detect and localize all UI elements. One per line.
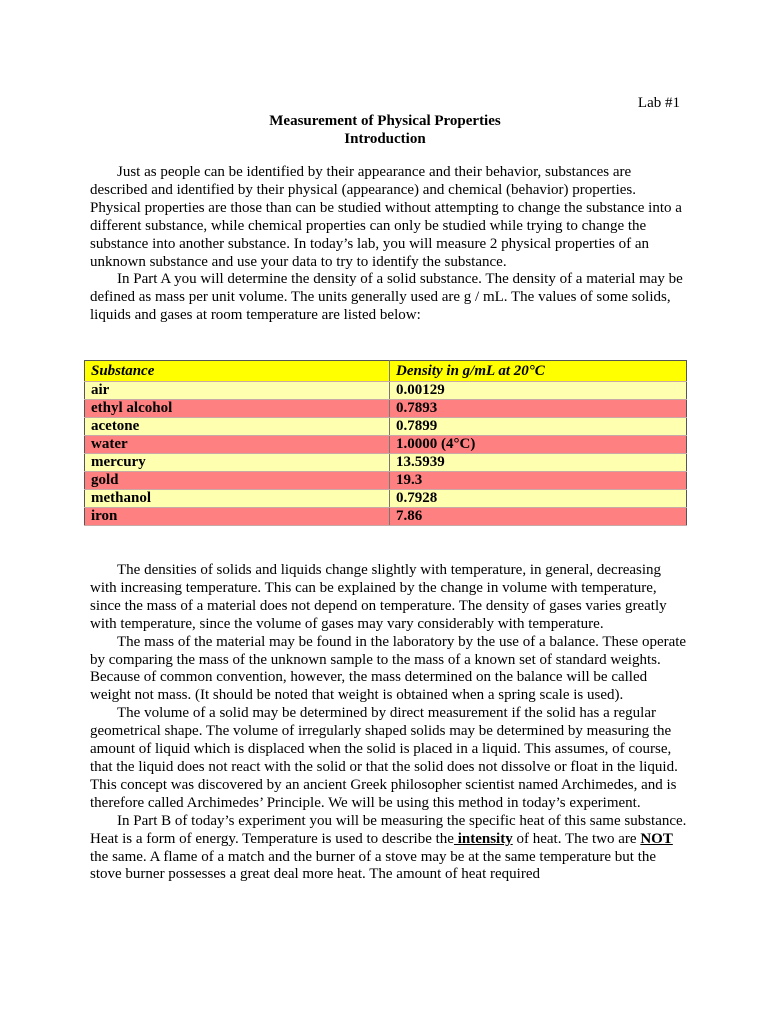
cell-density: 1.0000 (4°C) bbox=[390, 436, 687, 454]
page-title: Measurement of Physical Properties bbox=[269, 113, 501, 129]
emphasis-intensity: intensity bbox=[453, 830, 513, 847]
cell-density: 0.7899 bbox=[390, 418, 687, 436]
density-table bbox=[84, 360, 687, 526]
cell-substance: methanol bbox=[85, 490, 390, 508]
table-row bbox=[85, 382, 687, 400]
cell-density: 0.7893 bbox=[390, 400, 687, 418]
table-row bbox=[85, 418, 687, 436]
body-paragraph: The mass of the material may be found in the laboratory by the use of a balance. These operate by comparing the mass of the unknown sample to the mass of a known set of standard weights. Because of common convention, however, the mass determined on the balance will be called weight not mass. (It should be noted that weight is obtained when a spring scale is used). bbox=[90, 633, 687, 704]
part-b-text-2: of heat. The two are bbox=[512, 830, 641, 847]
cell-substance: iron bbox=[85, 508, 390, 526]
cell-substance: ethyl alcohol bbox=[85, 400, 390, 418]
cell-substance: water bbox=[85, 436, 390, 454]
cell-substance: air bbox=[85, 382, 390, 400]
header-cell-substance: Substance bbox=[85, 361, 390, 382]
header-cell-density: Density in g/mL at 20°C bbox=[390, 361, 687, 382]
table-header-row bbox=[85, 361, 687, 382]
cell-density: 7.86 bbox=[390, 508, 687, 526]
cell-substance: acetone bbox=[85, 418, 390, 436]
cell-substance: gold bbox=[85, 472, 390, 490]
cell-substance: mercury bbox=[85, 454, 390, 472]
title-block bbox=[0, 112, 770, 148]
cell-density: 13.5939 bbox=[390, 454, 687, 472]
table-row bbox=[85, 508, 687, 526]
cell-density: 0.00129 bbox=[390, 382, 687, 400]
table-row bbox=[85, 436, 687, 454]
table-row bbox=[85, 454, 687, 472]
lab-number: Lab #1 bbox=[637, 95, 680, 111]
cell-density: 19.3 bbox=[390, 472, 687, 490]
body-paragraph: The volume of a solid may be determined by direct measurement if the solid has a regular geometrical shape. The volume of irregularly shaped solids may be determined by measuring the amount of liquid which is displaced when the solid is placed in a liquid. This assumes, of course, that the liquid does not react with the solid or that the solid does not dissolve or float in the liquid. This concept was discovered by an ancient Greek philosopher scientist named Archimedes, and is therefore called Archimedes’ Principle. We will be using this method in today’s experiment. bbox=[90, 705, 678, 811]
intro-section bbox=[90, 164, 690, 325]
page-subtitle: Introduction bbox=[344, 131, 426, 147]
part-b-text-1: In Part B of today’s experiment you will be measuring the specific heat of this same substance. Heat is a form of energy. Temperature is used to describe the bbox=[90, 812, 687, 847]
part-b-text-3: the same. A flame of a match and the burner of a stove may be at the same temperature but the stove burner possesses a great deal more heat. The amount of heat required bbox=[90, 848, 657, 883]
table-row bbox=[85, 400, 687, 418]
intro-paragraph: In Part A you will determine the density of a solid substance. The density of a material may be defined as mass per unit volume. The units generally used are g / mL. The values of some solids, liquids and gases at room temperature are listed below: bbox=[90, 271, 683, 324]
table-row bbox=[85, 490, 687, 508]
table-row bbox=[85, 472, 687, 490]
body-section bbox=[90, 562, 690, 884]
body-paragraph: The densities of solids and liquids change slightly with temperature, in general, decreasing with increasing temperature. This can be explained by the change in volume with temperature, since the mass of a material does not depend on temperature. The density of gases varies greatly with temperature, since the volume of gases may vary considerably with temperature. bbox=[90, 562, 667, 632]
emphasis-not: NOT bbox=[640, 830, 673, 847]
part-b-paragraph bbox=[90, 813, 690, 885]
cell-density: 0.7928 bbox=[390, 490, 687, 508]
intro-paragraph: Just as people can be identified by their appearance and their behavior, substances are described and identified by their physical (appearance) and chemical (behavior) properties. Physical properties are those than can be studied without attempting to change the substance into a different substance, while chemical properties can only be studied while trying to change the substance into another substance. In today’s lab, you will measure 2 physical properties of an unknown substance and use your data to try to identify the substance. bbox=[90, 164, 682, 270]
